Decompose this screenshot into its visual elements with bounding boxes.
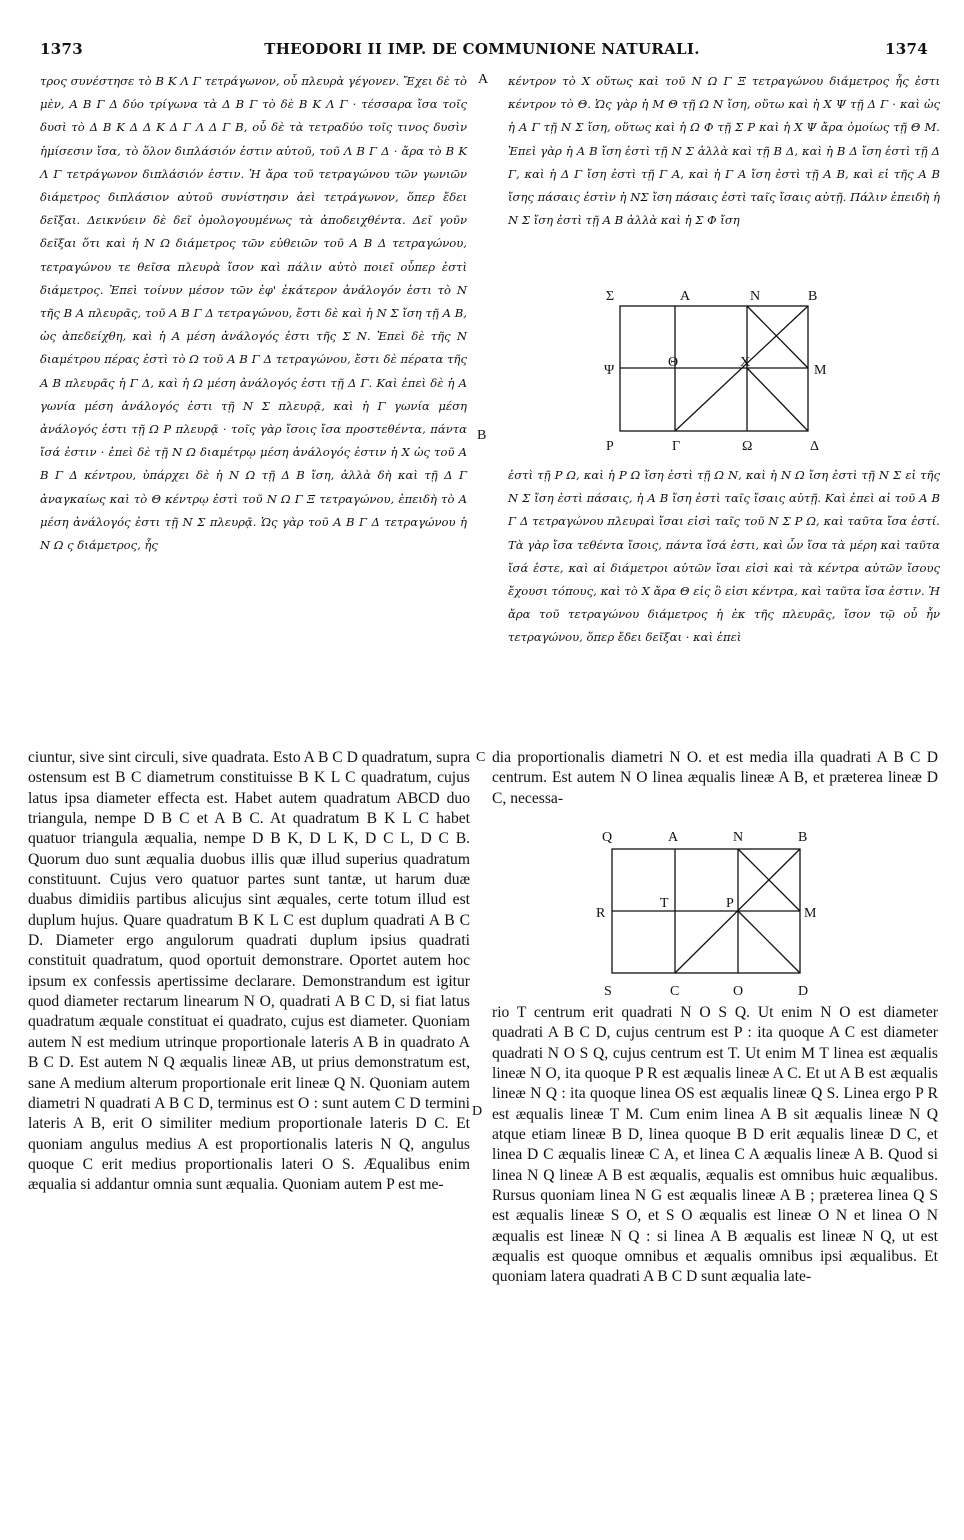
page-number-right: 1374 [885,40,928,58]
label-m: M [804,906,817,921]
margin-letter-c: C [476,750,486,765]
label-delta: Δ [810,439,820,454]
margin-letter-a: A [478,72,489,87]
label-b: B [798,830,808,845]
label-rho: Ρ [606,439,614,454]
label-alpha: Α [680,289,691,304]
margin-letter-d: D [472,1104,483,1119]
label-c: C [670,984,680,999]
latin-square-diagram [590,825,830,1001]
label-theta: Θ [668,355,679,370]
greek-text-right-upper: κέντρον τὸ Χ οὕτως καὶ τοῦ Ν Ω Γ Ξ τετραγώνου διάμετρος ἧς ἐστι κέντρον τὸ Θ. Ὡς γὰρ ἡ Μ Θ τῇ Ω Ν ἴση, οὕτω καὶ ἡ Χ Ψ τῇ Δ Γ · καὶ ὡς ἡ Α Γ τῇ Ν Σ ἴση, οὕτως καὶ ἡ Ω Φ τῇ Σ Ρ καὶ ἡ Χ Ψ ἄρα ὁμοίως τῇ Θ Μ. Ἐπεὶ γὰρ ἡ Α Β ἴση ἐστὶ τῇ Ν Σ ἀλλὰ καὶ τῇ Β Δ, καὶ ἡ Β Δ ἴση ἐστὶ τῇ Δ Γ, καὶ ἡ Δ Γ ἴση ἐστὶ τῇ Γ Α, καὶ ἡ Γ Α ἴση ἐστὶ τῇ Α Β, καὶ εἰ τῆς Α Β ἴσης πάσαις ἐστὶν ἡ ΝΣ ἴση πάσαις ἐστὶ ταῖς ἴσαις αὐτῇ. Πάλιν ἐπειδὴ ἡ Ν Σ ἴση ἐστὶ τῇ Α Β ἀλλὰ καὶ ἡ Σ Φ ἴση [508,74,940,228]
label-q: Q [602,830,613,845]
label-t: T [660,896,669,911]
label-sigma: Σ [606,289,615,304]
label-omega: Ω [742,439,753,454]
label-n: N [733,830,744,845]
label-o: O [733,984,744,999]
diagonal-lower [747,368,808,431]
label-beta: Β [808,289,818,304]
label-s: S [604,984,612,999]
label-r: R [596,906,606,921]
latin-text-right-upper: dia proportionalis diametri N O. et est media illa quadrati A B C D centrum. Est autem N O linea æqualis lineæ A B, et præterea lineæ D C, necessa- [492,749,938,807]
label-a: A [668,830,679,845]
label-chi: Χ [740,355,751,370]
page-number-left: 1373 [40,40,83,58]
greek-text-right-lower: ἐστὶ τῇ Ρ Ω, καὶ ἡ Ρ Ω ἴση ἐστὶ τῇ Ω Ν, καὶ ἡ Ν Ω ἴση ἐστὶ τῇ Ν Σ εἰ τῆς Ν Σ ἴση ἐστὶ πάσαις, ἡ Α Β ἴση ἐστὶ ταῖς ἴσαις αὐτῇ. Καὶ ἐπεὶ αἱ τοῦ Α Β Γ Δ τετραγώνου πλευραὶ ἴσαι εἰσὶ ταῖς τοῦ Ν Σ Ρ Ω, καὶ ταῦτα ἴσα ἐστί. Τὰ γὰρ ἴσα τεθέντα ἴσοις, πάντα ἴσά ἐστι, καὶ ὧν ἴσα τὰ μέρη καὶ ταῦτα ἴσά ἐστε, καὶ αἱ διάμετροι αὐτῶν ἴσαι εἰσὶ καὶ τὰ κέντρα αὐτῶν ἴσους ἔχουσι τόπους, καὶ τὸ Χ ἄρα Θ εἰς ὃ εἰσι κέντρα, καὶ ταῦτα ἴσα ἐστιν. Ἡ ἄρα τοῦ τετραγώνου διάμετρος ἡ ἐκ τῆς πλευρᾶς, ἴσον τῷ οὗ ἦν τετραγώνου, ὅπερ ἔδει δεῖξαι · καὶ ἐπεὶ [508,468,940,645]
label-psi: Ψ [604,363,615,378]
running-title: THEODORI II IMP. DE COMMUNIONE NATURALI. [264,40,700,58]
latin-text-left-column: ciuntur, sive sint circuli, sive quadrata. Esto A B C D quadratum, supra ostensum est B C diametrum constituisse B K L C quadratum, cujus latus ipsa diameter effecta est. Habet autem quadratum ABCD duo triangula, nempe D B C et A B C. At quadratum B K L C habet quatuor triangula æqualia, nempe D B K, D L K, D C L, D C B. Quorum duo sunt æqualia duobus illis quæ illud superius quadratum constituunt. Cujus vero quatuor partes sunt tantæ, ut harum duæ duabus dimidiis partibus alicujus sint æquales, certe totum illud est duplum hujus. Quare quadratum B K L C est duplum quadrati A B C D. Diameter ergo angulorum quadrati duplum ipsius quadrati constituit quadratum, quod oportuit demonstrare. Oportet autem hoc ipsum ex confessis apertissime declarare. Demonstrandum est igitur quod diameter rectarum linearum N O, quadrati A B C D, si fiat latus quadratum æquale constituat ei quadrato, cujus est diameter. Quoniam autem N est medium utrinque proportionale lateris A B in quadrato A B C D. Est autem N Q æqualis lineæ AB, ut prius demonstratum est, sane A medium alterum proportionale erit lineæ Q N. Quoniam autem diametri N quadrati A B C D, terminus est O : sunt autem C D termini lateris A B, erit O similiter medium proportionale lateris D C. Et quoniam angulus medius A est proportionalis lateris N Q, angulus quoque C erit medius proportionalis lateri O S. Æqualibus enim æqualia si addantur omnia sunt æqualia. Quoniam autem P est me- [28,749,470,1194]
label-p: P [726,896,734,911]
label-nu: Ν [750,289,761,304]
label-d: D [798,984,809,999]
latin-text-right-lower: rio T centrum erit quadrati N O S Q. Ut enim N O est diameter quadrati A B C D, cujus centrum est P : ita quoque A C est diameter quadrati N O S Q, cujus centrum est T. Ut enim M T linea est æqualis lineæ N O, ita quoque P R est æqualis lineæ A C. Et ut A B est æqualis lineæ N Q : ita quoque linea OS est æqualis lineæ Q S. Linea ergo P R est æqualis lineæ T M. Cum enim linea A B sit æqualis lineæ N Q atque etiam lineæ B D, linea quoque B D erit æqualis lineæ D C, et linea D C æqualis lineæ C A, et linea C A æqualis lineæ A B. Quod si linea N Q lineæ A B est æqualis, æqualis est omnibus huic æqualibus. Rursus quoniam linea N G est æqualis lineæ A B ; præterea linea Q S est æqualis lineæ S O, et S O æqualis est lineæ O N et linea O N æqualis est lineæ N Q : si linea A B æqualis est lineæ N Q, ut est æqualis est quoque omnibus et æqualis omnibus ipsi æqualibus. Et quoniam latera quadrati A B C D sunt æqualia late- [492,1004,938,1286]
label-mu: Μ [814,363,827,378]
greek-square-diagram [600,288,830,460]
greek-text-left-column: τρος συνέστησε τὸ Β Κ Λ Γ τετράγωνον, οὗ πλευρὰ γέγονεν. Ἔχει δὲ τὸ μὲν, Α Β Γ Δ δύο τρίγωνα τὰ Δ Β Γ τὸ δὲ Β Κ Λ Γ · τέσσαρα ἴσα τοῖς δυσὶ τὸ Δ Β Κ Δ Δ Κ Δ Γ Λ Δ Γ Β, οὗ δὲ τὰ τετραδύο τοῖς τινος δυσὶν ἡμίσεσιν ἴσα, τὸ ὅλον διπλάσιόν ἐστιν αὐτοῦ, τοῦ Λ Β Γ Δ · ἄρα τὸ Β Κ Λ Γ τετράγωνον διπλάσιόν ἐστιν. Ἡ ἄρα τοῦ τετραγώνου τῶν γωνιῶν διάμετρος διπλάσιον αὐτοῦ συνίστησιν ἀεὶ τετράγωνον, ὅπερ ἔδει δεῖξαι. Δεικνύειν δὲ δεῖ ὁμολογουμένως τὰ ἀποδειχθέντα. Δεῖ γοῦν δεῖξαι ὅτι καὶ ἡ Ν Ω διάμετρος τῶν εὐθειῶν τοῦ Α Β Δ τετραγώνου, τετραγώνου τε θεῖσα πλευρὰ ἴσον καὶ πάλιν αὐτὸ ποιεῖ οὗπερ ἐστὶ διάμετρος. Ἐπεὶ τοίνυν μέσον τῶν ἐφ' ἑκάτερον ἀνάλογόν ἐστι τὸ Ν τῆς Β Α πλευρᾶς, τοῦ Α Β Γ Δ τετραγώνου, ἔστι δὲ καὶ ἡ Ν Σ ἴση τῇ Α Β, ὡς ἀπεδείχθη, καὶ ἡ Α μέση ἀνάλογός ἐστι τῆς Σ Ν. Ἐπεὶ δὲ τῆς Ν διαμέτρου πέρας ἐστὶ τὸ Ω τοῦ Α Β Γ Δ τετραγώνου, ἔστι δὲ πέρατα τῆς Α Β πλευρᾶς ἡ Γ Δ, καὶ ἡ Ω μέση ἀνάλογός ἐστι τῇ Δ Γ. Καὶ ἐπεὶ δὲ ἡ Α γωνία μέση ἀνάλογός ἐστι τῇ Ν Σ πλευρᾷ, καὶ ἡ Γ γωνία μέση ἀνάλογός ἐστι τῇ Ω Ρ πλευρᾷ · τοῖς γὰρ ἴσοις ἴσα προστεθέντα, πάντα ἴσά ἐστιν · ἐπεὶ δὲ τῇ Ν Ω διαμέτρῳ μέση ἀνάλογός ἐστιν ἡ Χ ὡς τοῦ Α Β Γ Δ κέντρου, ὑπάρχει δὲ ἡ Ν Ω τῇ Δ Β ἴση, ἀλλὰ δὴ καὶ τῇ Δ Γ ἀναγκαίως καὶ τὸ Θ κέντρῳ ἐστὶ τοῦ Ν Ω Γ Ξ τετραγώνου, ἐπειδὴ τὸ Α μέση ἀνάλογός ἐστι τῇ Ν Σ πλευρᾷ. Ὡς γὰρ τοῦ Α Β Γ Δ τετραγώνου ἡ Ν Ω ς διάμετρος, ἧς [40,74,467,553]
label-gamma: Γ [672,439,681,454]
margin-letter-b: B [477,428,487,443]
diagonal-lower [738,911,800,973]
